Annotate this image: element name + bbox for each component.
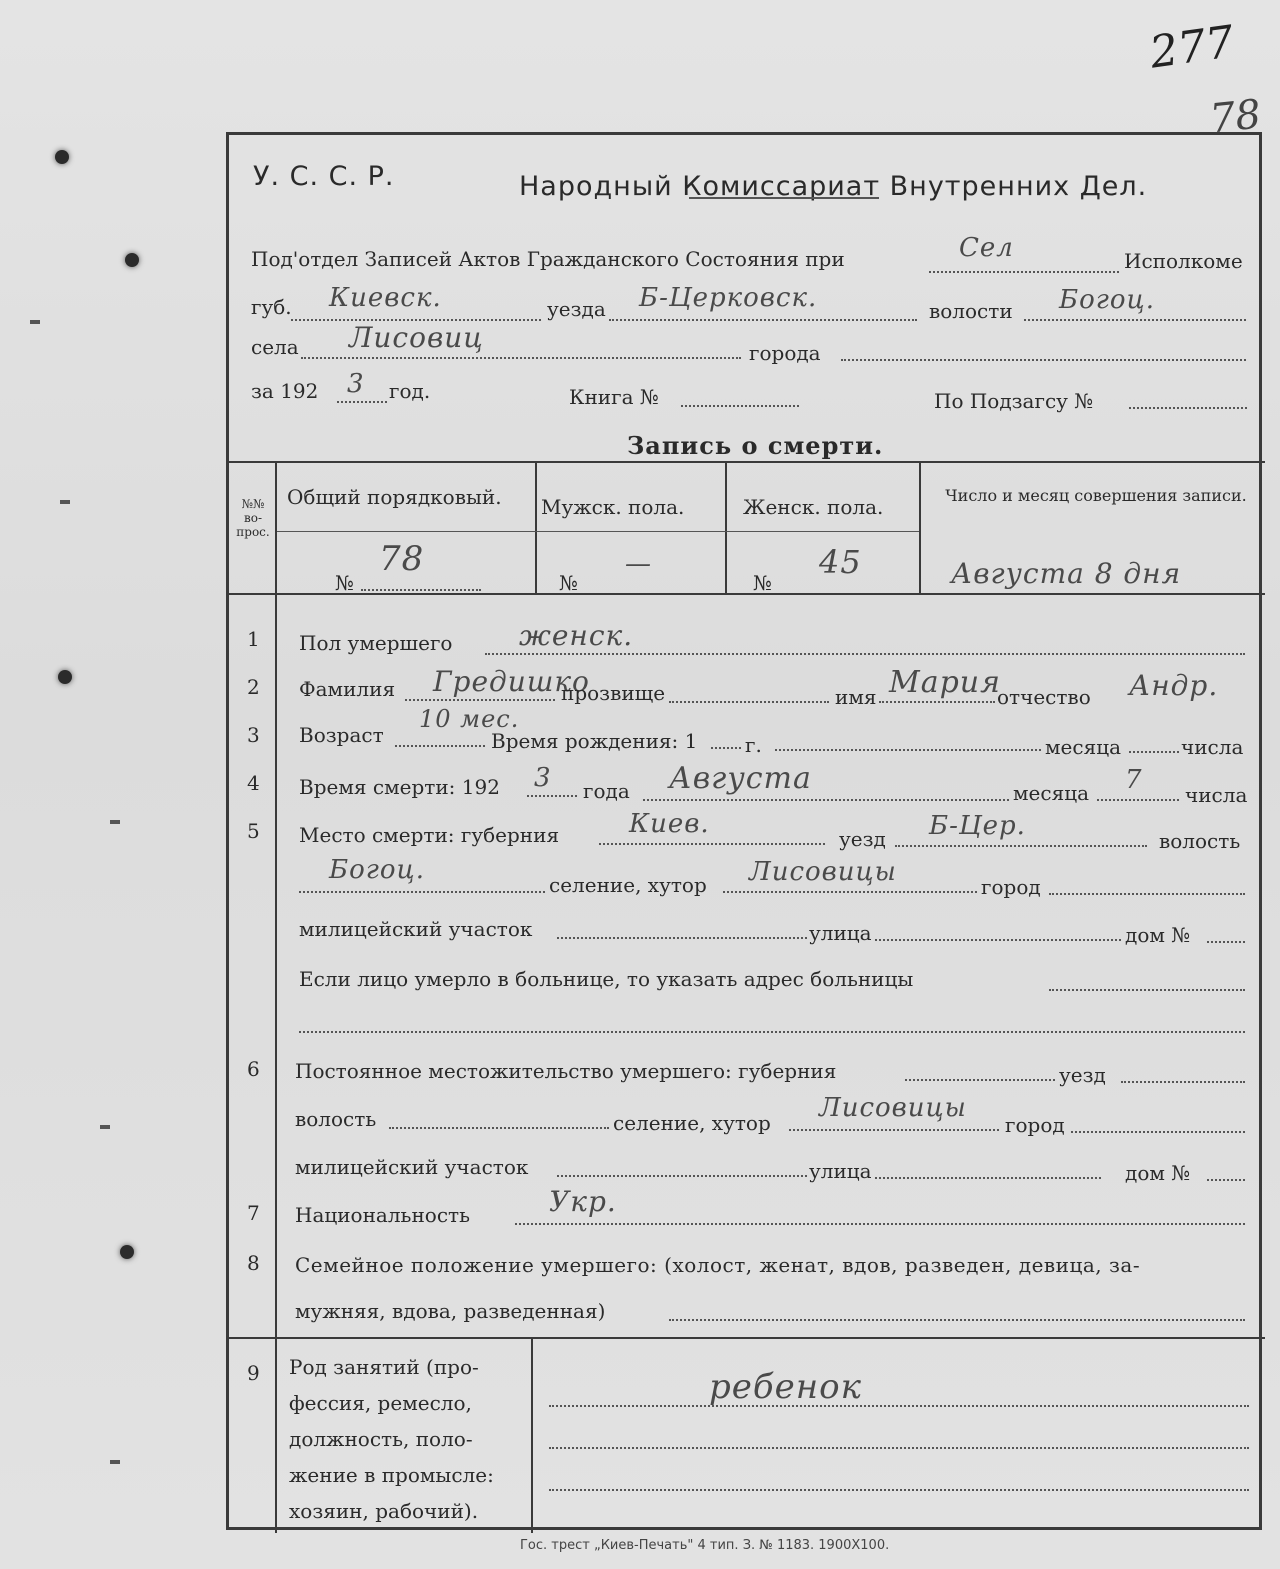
q1-field[interactable]: женск. [519,619,634,652]
q6-label: Постоянное местожительство умершего: губерния [295,1059,837,1083]
q6-dom-label: дом № [1125,1161,1191,1185]
q2-name-label: имя [835,685,877,709]
q5-hospital-line-2 [299,1031,1245,1033]
q4-year[interactable]: 3 [534,763,552,793]
q9-label-4: жение в промысле: [289,1463,494,1487]
year-field[interactable]: 3 [347,369,365,399]
q9-label-1: Род занятий (про- [289,1355,479,1379]
female-no: № [753,571,772,595]
q2-patronymic[interactable]: Андр. [1129,669,1219,702]
column-divider [531,1339,533,1533]
q2-name-line [879,701,995,703]
q7-label: Национальность [295,1203,470,1227]
q6-uezd-label: уезд [1059,1063,1106,1087]
subdept-suffix: Исполкоме [1124,249,1243,273]
kniga-line [681,405,799,407]
q8-line [669,1319,1245,1321]
q2-label: Фамилия [299,677,396,701]
death-record-form [226,132,1262,1530]
q9-line [549,1447,1249,1449]
q5-volost-line [299,891,545,893]
uezd-label: уезда [547,297,606,321]
q5-volost[interactable]: Богоц. [329,855,425,885]
god-label: год. [389,379,431,403]
q7-number: 7 [247,1201,260,1225]
q4-month-line [643,799,1009,801]
punch-hole [120,1245,134,1259]
archive-number: 277 [1146,16,1238,79]
q5-hospital-label: Если лицо умерло в больнице, то указать адрес больницы [299,967,914,991]
selo-line [301,357,741,359]
q6-uezd-line [1121,1081,1245,1083]
q9-field[interactable]: ребенок [709,1367,862,1407]
q7-line [515,1223,1245,1225]
q6-selenie-label: селение, хутор [613,1111,771,1135]
q3-birth-line [711,747,741,749]
table-top-border [229,461,1265,463]
q5-volost-label: волость [1159,829,1241,853]
q9-label-3: должность, поло- [289,1427,473,1451]
q4-month[interactable]: Августа [669,761,812,796]
q2-surname[interactable]: Гредишко [433,665,590,698]
q5-label: Место смерти: губерния [299,823,560,847]
uezd-line [609,319,917,321]
q9-label-2: фессия, ремесло, [289,1391,472,1415]
volost-line [1024,319,1246,321]
year-label: за 192 [251,379,319,403]
q6-ulitsa-line [875,1177,1101,1179]
subdept-field[interactable]: Сел [959,233,1014,263]
q9-number: 9 [247,1361,260,1385]
subdept-field-line [929,271,1119,273]
gorod-label: города [749,341,821,365]
q6-gorod-line [1071,1131,1245,1133]
q6-milits-label: милицейский участок [295,1155,529,1179]
q6-ulitsa-label: улица [809,1159,872,1183]
table-inner-line [277,531,919,532]
selo-label: села [251,335,299,359]
q3-g-label: г. [745,733,762,757]
q2-name[interactable]: Мария [889,665,1001,700]
q5-gub[interactable]: Киев. [629,809,710,839]
q5-selenie[interactable]: Лисовицы [749,857,897,887]
q5-hospital-line [1049,989,1245,991]
q5-ulitsa-line [875,939,1121,941]
q7-field[interactable]: Укр. [549,1185,617,1218]
podzags-line [1129,407,1247,409]
column-divider [275,461,277,1533]
general-line [361,589,481,591]
q5-number: 5 [247,819,260,843]
gorod-line [841,359,1246,361]
q5-milits-line [557,937,807,939]
q5-uezd-line [895,845,1147,847]
male-header: Мужск. пола. [541,495,685,519]
punch-hole [125,253,139,267]
q2-number: 2 [247,675,260,699]
punch-mark [60,500,70,504]
q4-number: 4 [247,771,260,795]
male-number[interactable]: — [625,549,652,579]
q4-goda-label: года [583,779,630,803]
kniga-label: Книга № [569,385,659,409]
q3-month-label: месяца [1045,735,1121,759]
punch-mark [100,1125,110,1129]
q9-line [549,1405,1249,1407]
q3-label: Возраст [299,723,384,747]
q9-label-5: хозяин, рабочий). [289,1499,479,1523]
q4-day-line [1097,799,1179,801]
q2-patronymic-label: отчество [997,685,1091,709]
archive-subnumber: 78 [1207,91,1264,143]
gub-field[interactable]: Киевск. [329,283,442,313]
subdept-label: Под'отдел Записей Актов Гражданского Состояния при [251,247,845,271]
selo-field[interactable]: Лисовиц [349,321,484,354]
year-line [337,401,387,403]
q2-nickname-label: прозвище [561,681,666,705]
general-number[interactable]: 78 [379,539,425,579]
gub-label: губ. [251,295,292,319]
q5-selenie-label: селение, хутор [549,873,707,897]
q2-line [405,699,555,701]
punch-hole [58,670,72,684]
punch-hole [55,150,69,164]
punch-mark [110,1460,120,1464]
general-header: Общий порядковый. [287,485,502,509]
q5-uezd[interactable]: Б-Цер. [929,811,1026,841]
q2-nickname-line [669,701,829,703]
print-footer: Гос. трест „Киев-Печать" 4 тип. З. № 1183. 1900Х100. [520,1538,890,1553]
column-divider [535,461,537,595]
q1-number: 1 [247,627,260,651]
q6-selenie[interactable]: Лисовицы [819,1093,967,1123]
record-date[interactable]: Августа 8 дня [951,557,1182,590]
q5-gorod-label: город [981,875,1041,899]
q4-mes-label: месяца [1013,781,1089,805]
q4-day[interactable]: 7 [1125,765,1143,795]
q3-number: 3 [247,723,260,747]
section-divider [229,1337,1265,1339]
q5-dom-line [1207,941,1245,943]
punch-mark [30,320,40,324]
q1-line [485,653,1245,655]
q6-dom-line [1207,1179,1245,1181]
q6-volost-label: волость [295,1107,377,1131]
male-no: № [559,571,578,595]
female-header: Женск. пола. [743,495,884,519]
column-divider [919,461,921,595]
volost-field[interactable]: Богоц. [1059,285,1155,315]
nn-header: №№ во- прос. [236,497,270,539]
q5-dom-label: дом № [1125,923,1191,947]
general-no: № [335,571,354,595]
punch-mark [110,820,120,824]
q8-label: Семейное положение умершего: (холост, женат, вдов, разведен, девица, за- [295,1253,1141,1277]
q8-label-2: мужняя, вдова, разведенная) [295,1299,606,1323]
q5-selenie-line [723,891,977,893]
q6-gub-line [905,1079,1055,1081]
q3-day-label: числа [1181,735,1244,759]
q6-gorod-label: город [1005,1113,1065,1137]
q5-gub-line [599,843,825,845]
q5-gorod-line [1049,893,1245,895]
date-header: Число и месяц совершения записи. [945,486,1247,505]
record-title: Запись о смерти. [627,431,884,460]
q5-ulitsa-label: улица [809,921,872,945]
republic-label: У. С. С. Р. [253,161,395,192]
table-bottom-border [229,593,1265,595]
q6-volost-line [389,1127,609,1129]
q4-label: Время смерти: 192 [299,775,500,799]
q1-label: Пол умершего [299,631,453,655]
q6-milits-line [557,1175,807,1177]
q8-number: 8 [247,1251,260,1275]
uezd-field[interactable]: Б-Церковск. [639,283,818,313]
female-number[interactable]: 45 [819,543,862,581]
q6-selenie-line [789,1129,999,1131]
q9-line [549,1489,1249,1491]
title-underline [689,197,879,199]
q5-uezd-label: уезд [839,827,886,851]
q3-birth-label: Время рождения: 1 [491,729,698,753]
volost-label: волости [929,299,1013,323]
q6-number: 6 [247,1057,260,1081]
column-divider [725,461,727,595]
commissariat-title: Народный Комиссариат Внутренних Дел. [519,171,1148,202]
q3-month-line [775,749,1041,751]
podzags-label: По Подзагсу № [934,389,1094,413]
q3-day-line [1129,751,1179,753]
q3-age[interactable]: 10 мес. [419,705,520,733]
q4-year-line [527,795,577,797]
q5-milits-label: милицейский участок [299,917,533,941]
q4-chisla-label: числа [1185,783,1248,807]
q3-line [395,745,485,747]
